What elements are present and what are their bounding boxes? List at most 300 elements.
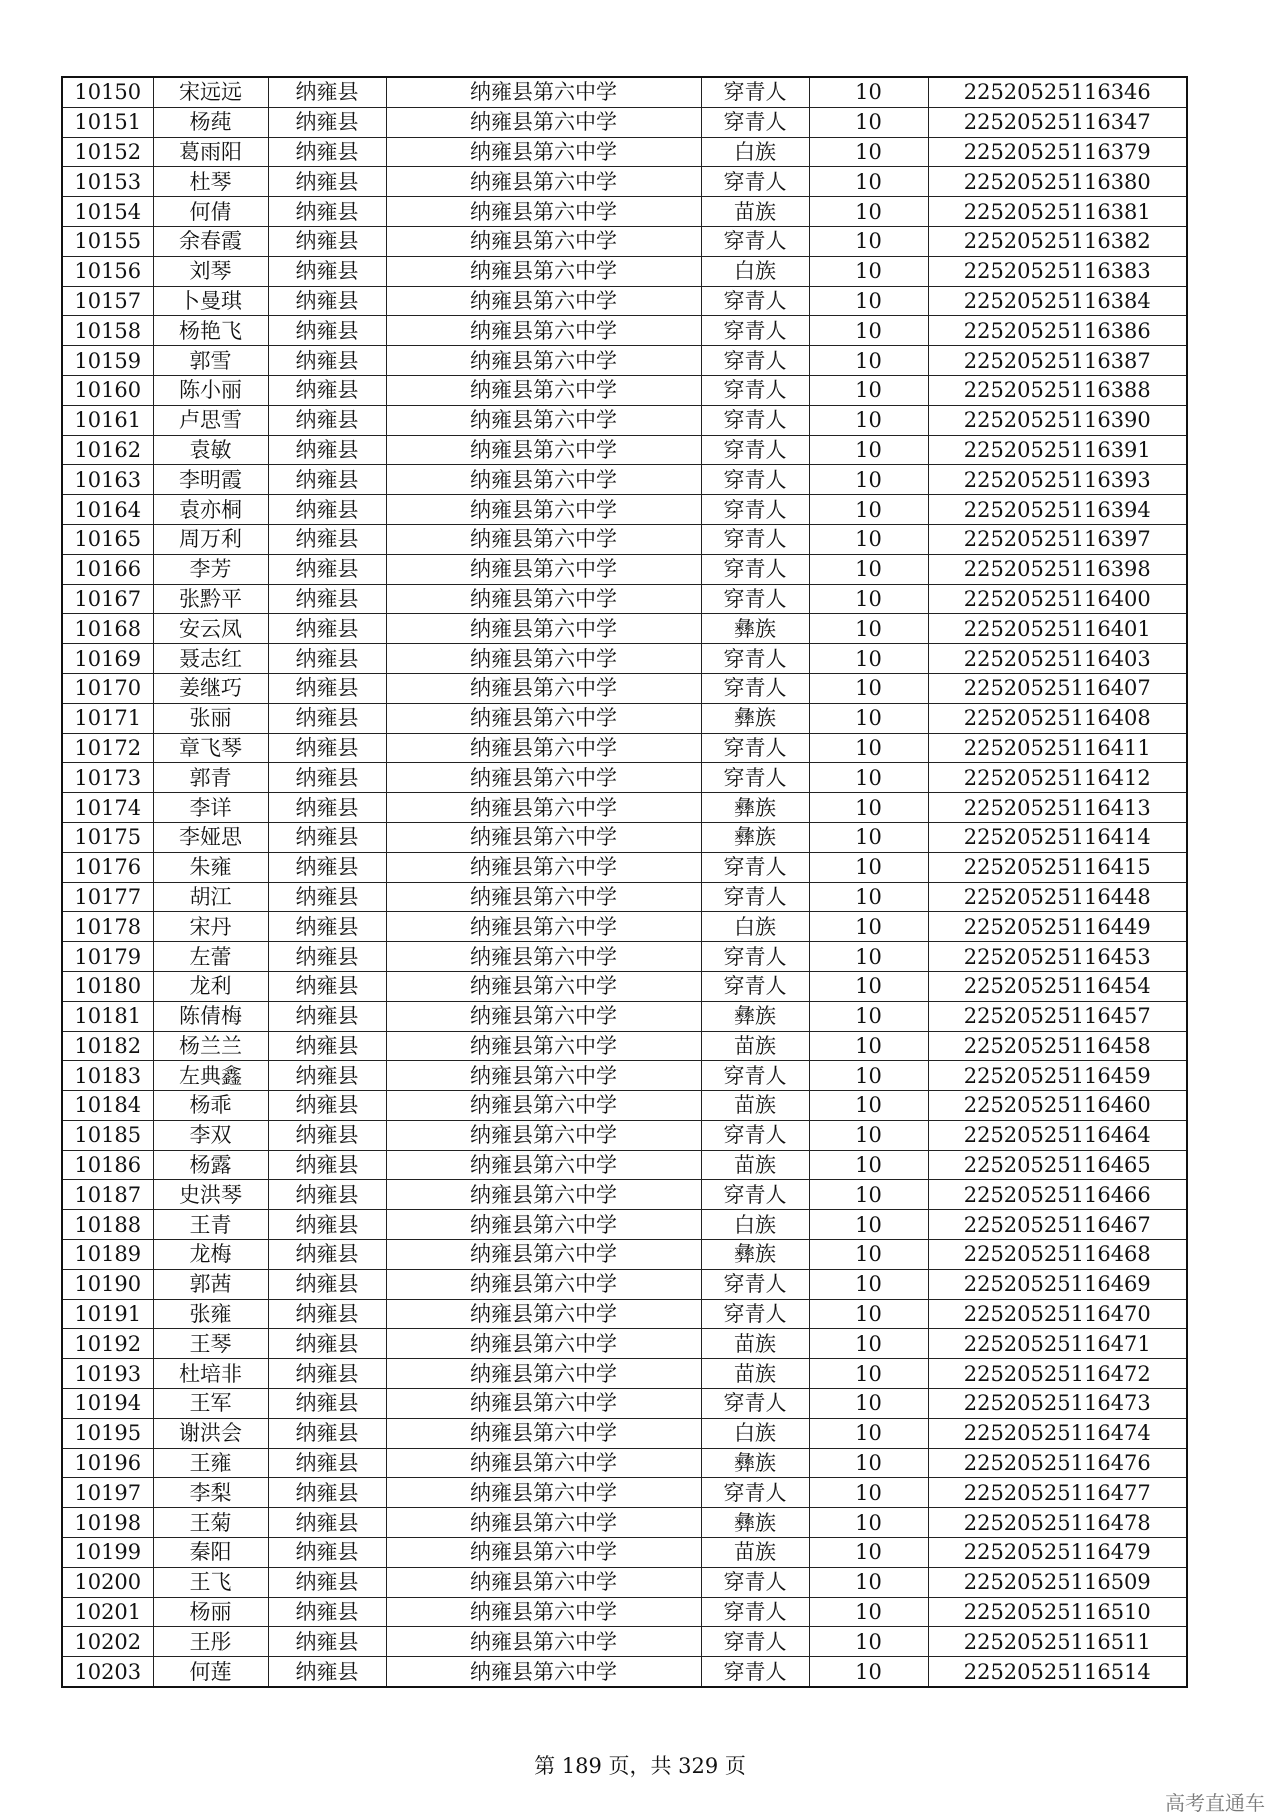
table-row: [62, 435, 1187, 465]
exam-id-cell: 22520525116469: [928, 1269, 1187, 1299]
exam-id-cell: 22520525116473: [928, 1389, 1187, 1419]
table-row: [62, 733, 1187, 763]
county-cell: 纳雍县: [268, 107, 386, 137]
serial-cell: 10155: [62, 226, 153, 256]
points-cell: 10: [809, 1508, 928, 1538]
exam-id-cell: 22520525116384: [928, 286, 1187, 316]
roster-body: [62, 77, 1187, 1687]
exam-id-cell: 22520525116388: [928, 375, 1187, 405]
name-cell: 胡江: [153, 882, 268, 912]
table-row: [62, 495, 1187, 525]
points-cell: 10: [809, 793, 928, 823]
school-cell: 纳雍县第六中学: [386, 852, 701, 882]
serial-cell: 10187: [62, 1180, 153, 1210]
school-cell: 纳雍县第六中学: [386, 912, 701, 942]
ethnicity-cell: 穿青人: [701, 77, 809, 107]
points-cell: 10: [809, 256, 928, 286]
table-row: [62, 1150, 1187, 1180]
table-row: [62, 793, 1187, 823]
school-cell: 纳雍县第六中学: [386, 1567, 701, 1597]
points-cell: 10: [809, 942, 928, 972]
exam-id-cell: 22520525116476: [928, 1448, 1187, 1478]
ethnicity-cell: 穿青人: [701, 763, 809, 793]
county-cell: 纳雍县: [268, 1091, 386, 1121]
ethnicity-cell: 白族: [701, 137, 809, 167]
school-cell: 纳雍县第六中学: [386, 167, 701, 197]
watermark: 高考直通车: [1165, 1791, 1265, 1815]
serial-cell: 10182: [62, 1031, 153, 1061]
school-cell: 纳雍县第六中学: [386, 822, 701, 852]
name-cell: 杨莼: [153, 107, 268, 137]
table-row: [62, 1567, 1187, 1597]
points-cell: 10: [809, 1538, 928, 1568]
points-cell: 10: [809, 346, 928, 376]
county-cell: 纳雍县: [268, 167, 386, 197]
county-cell: 纳雍县: [268, 1448, 386, 1478]
points-cell: 10: [809, 971, 928, 1001]
points-cell: 10: [809, 1657, 928, 1687]
school-cell: 纳雍县第六中学: [386, 256, 701, 286]
school-cell: 纳雍县第六中学: [386, 316, 701, 346]
school-cell: 纳雍县第六中学: [386, 1627, 701, 1657]
points-cell: 10: [809, 405, 928, 435]
ethnicity-cell: 白族: [701, 256, 809, 286]
serial-cell: 10197: [62, 1478, 153, 1508]
ethnicity-cell: 苗族: [701, 197, 809, 227]
school-cell: 纳雍县第六中学: [386, 971, 701, 1001]
ethnicity-cell: 穿青人: [701, 524, 809, 554]
table-row: [62, 1418, 1187, 1448]
exam-id-cell: 22520525116382: [928, 226, 1187, 256]
serial-cell: 10174: [62, 793, 153, 823]
ethnicity-cell: 穿青人: [701, 405, 809, 435]
ethnicity-cell: 穿青人: [701, 435, 809, 465]
points-cell: 10: [809, 1150, 928, 1180]
county-cell: 纳雍县: [268, 1269, 386, 1299]
table-row: [62, 197, 1187, 227]
serial-cell: 10188: [62, 1210, 153, 1240]
table-row: [62, 1538, 1187, 1568]
table-row: [62, 316, 1187, 346]
points-cell: 10: [809, 1210, 928, 1240]
name-cell: 章飞琴: [153, 733, 268, 763]
ethnicity-cell: 穿青人: [701, 882, 809, 912]
serial-cell: 10160: [62, 375, 153, 405]
points-cell: 10: [809, 703, 928, 733]
name-cell: 王飞: [153, 1567, 268, 1597]
exam-id-cell: 22520525116457: [928, 1001, 1187, 1031]
exam-id-cell: 22520525116458: [928, 1031, 1187, 1061]
county-cell: 纳雍县: [268, 1508, 386, 1538]
table-row: [62, 1240, 1187, 1270]
table-row: [62, 465, 1187, 495]
points-cell: 10: [809, 1567, 928, 1597]
points-cell: 10: [809, 286, 928, 316]
exam-id-cell: 22520525116413: [928, 793, 1187, 823]
serial-cell: 10154: [62, 197, 153, 227]
county-cell: 纳雍县: [268, 763, 386, 793]
school-cell: 纳雍县第六中学: [386, 107, 701, 137]
serial-cell: 10157: [62, 286, 153, 316]
county-cell: 纳雍县: [268, 524, 386, 554]
name-cell: 左蕾: [153, 942, 268, 972]
school-cell: 纳雍县第六中学: [386, 375, 701, 405]
roster-table: [61, 76, 1188, 1688]
county-cell: 纳雍县: [268, 912, 386, 942]
serial-cell: 10168: [62, 614, 153, 644]
school-cell: 纳雍县第六中学: [386, 554, 701, 584]
school-cell: 纳雍县第六中学: [386, 197, 701, 227]
school-cell: 纳雍县第六中学: [386, 1091, 701, 1121]
exam-id-cell: 22520525116381: [928, 197, 1187, 227]
exam-id-cell: 22520525116449: [928, 912, 1187, 942]
points-cell: 10: [809, 495, 928, 525]
name-cell: 李梨: [153, 1478, 268, 1508]
table-row: [62, 226, 1187, 256]
serial-cell: 10152: [62, 137, 153, 167]
exam-id-cell: 22520525116386: [928, 316, 1187, 346]
ethnicity-cell: 苗族: [701, 1359, 809, 1389]
county-cell: 纳雍县: [268, 614, 386, 644]
table-row: [62, 1031, 1187, 1061]
exam-id-cell: 22520525116467: [928, 1210, 1187, 1240]
points-cell: 10: [809, 1478, 928, 1508]
school-cell: 纳雍县第六中学: [386, 1299, 701, 1329]
table-row: [62, 1061, 1187, 1091]
county-cell: 纳雍县: [268, 971, 386, 1001]
points-cell: 10: [809, 763, 928, 793]
school-cell: 纳雍县第六中学: [386, 1001, 701, 1031]
serial-cell: 10150: [62, 77, 153, 107]
school-cell: 纳雍县第六中学: [386, 226, 701, 256]
school-cell: 纳雍县第六中学: [386, 1240, 701, 1270]
ethnicity-cell: 穿青人: [701, 1180, 809, 1210]
serial-cell: 10184: [62, 1091, 153, 1121]
school-cell: 纳雍县第六中学: [386, 614, 701, 644]
points-cell: 10: [809, 614, 928, 644]
county-cell: 纳雍县: [268, 1240, 386, 1270]
name-cell: 张丽: [153, 703, 268, 733]
county-cell: 纳雍县: [268, 1210, 386, 1240]
table-row: [62, 852, 1187, 882]
exam-id-cell: 22520525116407: [928, 673, 1187, 703]
county-cell: 纳雍县: [268, 1538, 386, 1568]
name-cell: 宋远远: [153, 77, 268, 107]
ethnicity-cell: 穿青人: [701, 1478, 809, 1508]
serial-cell: 10181: [62, 1001, 153, 1031]
exam-id-cell: 22520525116401: [928, 614, 1187, 644]
ethnicity-cell: 彝族: [701, 1508, 809, 1538]
serial-cell: 10203: [62, 1657, 153, 1687]
name-cell: 左典鑫: [153, 1061, 268, 1091]
points-cell: 10: [809, 584, 928, 614]
name-cell: 李详: [153, 793, 268, 823]
county-cell: 纳雍县: [268, 375, 386, 405]
table-row: [62, 77, 1187, 107]
table-row: [62, 1299, 1187, 1329]
name-cell: 龙梅: [153, 1240, 268, 1270]
name-cell: 李芳: [153, 554, 268, 584]
ethnicity-cell: 穿青人: [701, 375, 809, 405]
points-cell: 10: [809, 1180, 928, 1210]
county-cell: 纳雍县: [268, 1478, 386, 1508]
points-cell: 10: [809, 524, 928, 554]
name-cell: 姜继巧: [153, 673, 268, 703]
serial-cell: 10183: [62, 1061, 153, 1091]
county-cell: 纳雍县: [268, 495, 386, 525]
name-cell: 郭茜: [153, 1269, 268, 1299]
serial-cell: 10173: [62, 763, 153, 793]
serial-cell: 10165: [62, 524, 153, 554]
name-cell: 安云凤: [153, 614, 268, 644]
points-cell: 10: [809, 822, 928, 852]
serial-cell: 10178: [62, 912, 153, 942]
school-cell: 纳雍县第六中学: [386, 763, 701, 793]
county-cell: 纳雍县: [268, 77, 386, 107]
school-cell: 纳雍县第六中学: [386, 77, 701, 107]
ethnicity-cell: 白族: [701, 912, 809, 942]
county-cell: 纳雍县: [268, 1001, 386, 1031]
school-cell: 纳雍县第六中学: [386, 286, 701, 316]
county-cell: 纳雍县: [268, 286, 386, 316]
points-cell: 10: [809, 882, 928, 912]
serial-cell: 10172: [62, 733, 153, 763]
points-cell: 10: [809, 852, 928, 882]
exam-id-cell: 22520525116383: [928, 256, 1187, 286]
county-cell: 纳雍县: [268, 405, 386, 435]
table-row: [62, 584, 1187, 614]
name-cell: 郭青: [153, 763, 268, 793]
county-cell: 纳雍县: [268, 1120, 386, 1150]
exam-id-cell: 22520525116412: [928, 763, 1187, 793]
name-cell: 王青: [153, 1210, 268, 1240]
county-cell: 纳雍县: [268, 1031, 386, 1061]
school-cell: 纳雍县第六中学: [386, 1180, 701, 1210]
serial-cell: 10185: [62, 1120, 153, 1150]
name-cell: 秦阳: [153, 1538, 268, 1568]
ethnicity-cell: 苗族: [701, 1150, 809, 1180]
points-cell: 10: [809, 435, 928, 465]
points-cell: 10: [809, 1418, 928, 1448]
name-cell: 王琴: [153, 1329, 268, 1359]
county-cell: 纳雍县: [268, 703, 386, 733]
points-cell: 10: [809, 316, 928, 346]
table-row: [62, 107, 1187, 137]
county-cell: 纳雍县: [268, 1329, 386, 1359]
name-cell: 李明霞: [153, 465, 268, 495]
ethnicity-cell: 白族: [701, 1418, 809, 1448]
ethnicity-cell: 彝族: [701, 1001, 809, 1031]
ethnicity-cell: 穿青人: [701, 167, 809, 197]
exam-id-cell: 22520525116459: [928, 1061, 1187, 1091]
ethnicity-cell: 苗族: [701, 1031, 809, 1061]
serial-cell: 10191: [62, 1299, 153, 1329]
name-cell: 卢思雪: [153, 405, 268, 435]
ethnicity-cell: 穿青人: [701, 1269, 809, 1299]
exam-id-cell: 22520525116465: [928, 1150, 1187, 1180]
county-cell: 纳雍县: [268, 882, 386, 912]
school-cell: 纳雍县第六中学: [386, 1389, 701, 1419]
table-row: [62, 1508, 1187, 1538]
ethnicity-cell: 穿青人: [701, 644, 809, 674]
county-cell: 纳雍县: [268, 1359, 386, 1389]
county-cell: 纳雍县: [268, 1180, 386, 1210]
exam-id-cell: 22520525116454: [928, 971, 1187, 1001]
points-cell: 10: [809, 1001, 928, 1031]
serial-cell: 10192: [62, 1329, 153, 1359]
school-cell: 纳雍县第六中学: [386, 1538, 701, 1568]
name-cell: 葛雨阳: [153, 137, 268, 167]
ethnicity-cell: 穿青人: [701, 465, 809, 495]
ethnicity-cell: 穿青人: [701, 1299, 809, 1329]
ethnicity-cell: 穿青人: [701, 1627, 809, 1657]
ethnicity-cell: 彝族: [701, 1240, 809, 1270]
ethnicity-cell: 穿青人: [701, 584, 809, 614]
county-cell: 纳雍县: [268, 673, 386, 703]
serial-cell: 10171: [62, 703, 153, 733]
county-cell: 纳雍县: [268, 316, 386, 346]
school-cell: 纳雍县第六中学: [386, 644, 701, 674]
name-cell: 陈小丽: [153, 375, 268, 405]
points-cell: 10: [809, 1091, 928, 1121]
points-cell: 10: [809, 912, 928, 942]
name-cell: 卜曼琪: [153, 286, 268, 316]
name-cell: 史洪琴: [153, 1180, 268, 1210]
ethnicity-cell: 穿青人: [701, 852, 809, 882]
table-row: [62, 763, 1187, 793]
school-cell: 纳雍县第六中学: [386, 1508, 701, 1538]
school-cell: 纳雍县第六中学: [386, 1210, 701, 1240]
name-cell: 杜培非: [153, 1359, 268, 1389]
ethnicity-cell: 穿青人: [701, 107, 809, 137]
table-row: [62, 1448, 1187, 1478]
exam-id-cell: 22520525116390: [928, 405, 1187, 435]
school-cell: 纳雍县第六中学: [386, 703, 701, 733]
points-cell: 10: [809, 1120, 928, 1150]
school-cell: 纳雍县第六中学: [386, 1150, 701, 1180]
school-cell: 纳雍县第六中学: [386, 465, 701, 495]
serial-cell: 10162: [62, 435, 153, 465]
points-cell: 10: [809, 197, 928, 227]
county-cell: 纳雍县: [268, 256, 386, 286]
exam-id-cell: 22520525116479: [928, 1538, 1187, 1568]
name-cell: 杨露: [153, 1150, 268, 1180]
serial-cell: 10190: [62, 1269, 153, 1299]
ethnicity-cell: 彝族: [701, 703, 809, 733]
school-cell: 纳雍县第六中学: [386, 1120, 701, 1150]
points-cell: 10: [809, 1299, 928, 1329]
exam-id-cell: 22520525116466: [928, 1180, 1187, 1210]
table-row: [62, 286, 1187, 316]
serial-cell: 10151: [62, 107, 153, 137]
ethnicity-cell: 苗族: [701, 1329, 809, 1359]
exam-id-cell: 22520525116398: [928, 554, 1187, 584]
table-row: [62, 673, 1187, 703]
exam-id-cell: 22520525116511: [928, 1627, 1187, 1657]
school-cell: 纳雍县第六中学: [386, 495, 701, 525]
ethnicity-cell: 彝族: [701, 614, 809, 644]
county-cell: 纳雍县: [268, 1567, 386, 1597]
ethnicity-cell: 彝族: [701, 793, 809, 823]
serial-cell: 10199: [62, 1538, 153, 1568]
name-cell: 王军: [153, 1389, 268, 1419]
table-row: [62, 1180, 1187, 1210]
name-cell: 陈倩梅: [153, 1001, 268, 1031]
exam-id-cell: 22520525116474: [928, 1418, 1187, 1448]
county-cell: 纳雍县: [268, 1299, 386, 1329]
ethnicity-cell: 穿青人: [701, 733, 809, 763]
exam-id-cell: 22520525116448: [928, 882, 1187, 912]
name-cell: 王雍: [153, 1448, 268, 1478]
county-cell: 纳雍县: [268, 733, 386, 763]
points-cell: 10: [809, 1031, 928, 1061]
exam-id-cell: 22520525116509: [928, 1567, 1187, 1597]
school-cell: 纳雍县第六中学: [386, 1269, 701, 1299]
serial-cell: 10153: [62, 167, 153, 197]
name-cell: 聂志红: [153, 644, 268, 674]
exam-id-cell: 22520525116387: [928, 346, 1187, 376]
serial-cell: 10176: [62, 852, 153, 882]
name-cell: 李娅思: [153, 822, 268, 852]
school-cell: 纳雍县第六中学: [386, 524, 701, 554]
name-cell: 杨丽: [153, 1597, 268, 1627]
exam-id-cell: 22520525116397: [928, 524, 1187, 554]
county-cell: 纳雍县: [268, 435, 386, 465]
name-cell: 王彤: [153, 1627, 268, 1657]
points-cell: 10: [809, 1240, 928, 1270]
exam-id-cell: 22520525116408: [928, 703, 1187, 733]
county-cell: 纳雍县: [268, 1389, 386, 1419]
points-cell: 10: [809, 375, 928, 405]
points-cell: 10: [809, 1269, 928, 1299]
exam-id-cell: 22520525116471: [928, 1329, 1187, 1359]
school-cell: 纳雍县第六中学: [386, 1031, 701, 1061]
serial-cell: 10175: [62, 822, 153, 852]
county-cell: 纳雍县: [268, 852, 386, 882]
name-cell: 杨艳飞: [153, 316, 268, 346]
ethnicity-cell: 穿青人: [701, 673, 809, 703]
name-cell: 余春霞: [153, 226, 268, 256]
name-cell: 袁亦桐: [153, 495, 268, 525]
county-cell: 纳雍县: [268, 644, 386, 674]
table-row: [62, 137, 1187, 167]
name-cell: 刘琴: [153, 256, 268, 286]
school-cell: 纳雍县第六中学: [386, 346, 701, 376]
serial-cell: 10193: [62, 1359, 153, 1389]
school-cell: 纳雍县第六中学: [386, 405, 701, 435]
name-cell: 谢洪会: [153, 1418, 268, 1448]
table-row: [62, 346, 1187, 376]
exam-id-cell: 22520525116346: [928, 77, 1187, 107]
school-cell: 纳雍县第六中学: [386, 942, 701, 972]
county-cell: 纳雍县: [268, 197, 386, 227]
serial-cell: 10196: [62, 1448, 153, 1478]
table-row: [62, 1269, 1187, 1299]
table-row: [62, 882, 1187, 912]
ethnicity-cell: 穿青人: [701, 554, 809, 584]
county-cell: 纳雍县: [268, 942, 386, 972]
table-row: [62, 822, 1187, 852]
points-cell: 10: [809, 644, 928, 674]
exam-id-cell: 22520525116472: [928, 1359, 1187, 1389]
table-row: [62, 405, 1187, 435]
county-cell: 纳雍县: [268, 554, 386, 584]
school-cell: 纳雍县第六中学: [386, 673, 701, 703]
serial-cell: 10179: [62, 942, 153, 972]
table-row: [62, 1478, 1187, 1508]
ethnicity-cell: 穿青人: [701, 495, 809, 525]
serial-cell: 10194: [62, 1389, 153, 1419]
